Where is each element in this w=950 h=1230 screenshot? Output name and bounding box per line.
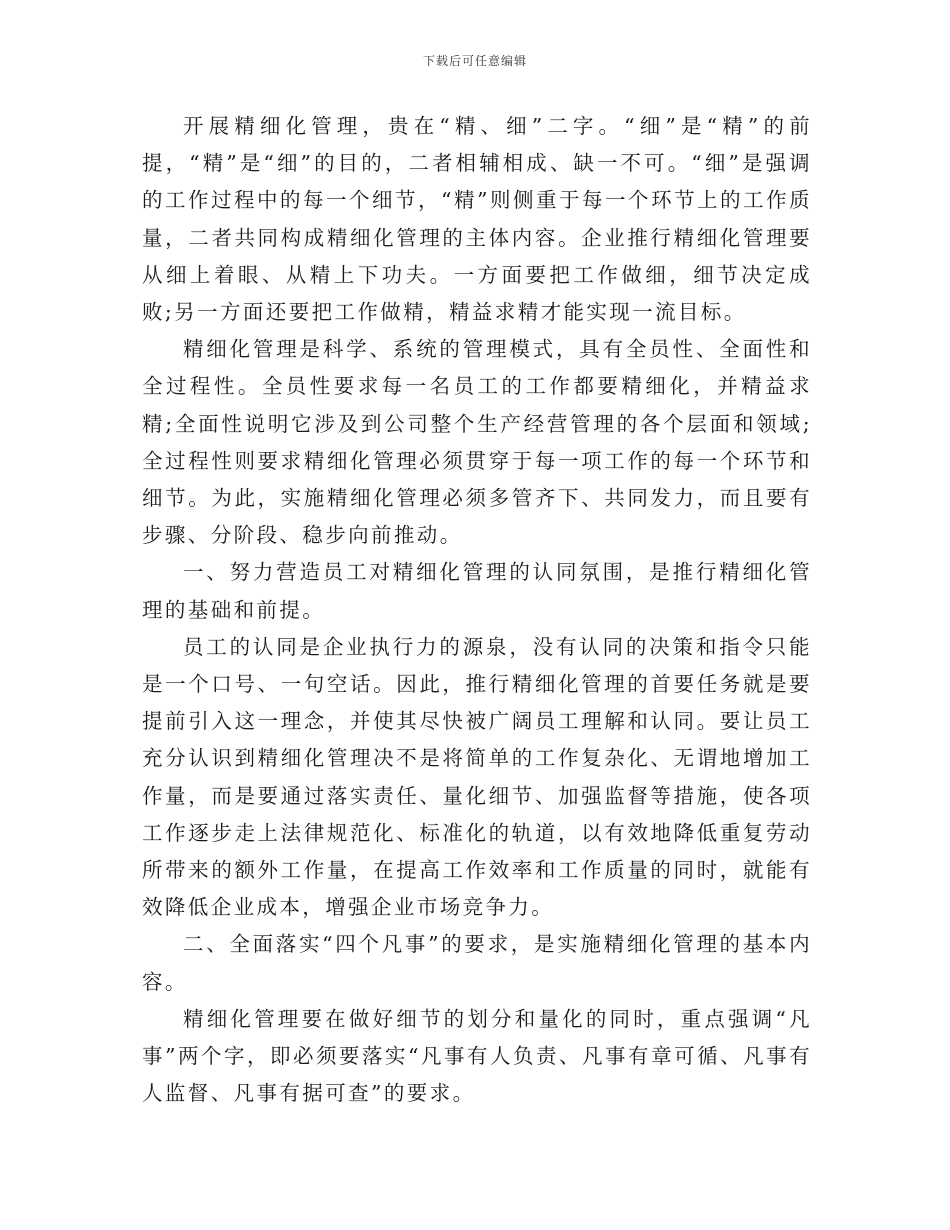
paragraph-1: 开展精细化管理，贵在“精、细”二字。“细”是“精”的前提，“精”是“细”的目的，二者相辅相成、缺一不可。“细”是强调的工作过程中的每一个细节，“精”则侧重于每一个环节上的工作质量，二者共同构成精细化管理的主体内容。企业推行精细化管理要从细上着眼、从精上下功夫。一方面要把工作做细，细节决定成败;另一方面还要把工作做精，精益求精才能实现一流目标。 [142,114,812,325]
section-heading-1: 一、努力营造员工对精细化管理的认同氛围，是推行精细化管理的基础和前提。 [142,560,812,622]
document-body [142,108,812,1112]
page-header-note: 下载后可任意编辑 [422,54,527,68]
paragraph-2: 精细化管理是科学、系统的管理模式，具有全员性、全面性和全过程性。全员性要求每一名员工的工作都要精细化，并精益求精;全面性说明它涉及到公司整个生产经营管理的各个层面和领域;全过程性则要求精细化管理必须贯穿于每一项工作的每一个环节和细节。为此，实施精细化管理必须多管齐下、共同发力，而且要有步骤、分阶段、稳步向前推动。 [142,337,812,548]
paragraph-4: 精细化管理要在做好细节的划分和量化的同时，重点强调“凡事”两个字，即必须要落实“凡事有人负责、凡事有章可循、凡事有人监督、凡事有据可查”的要求。 [142,1006,812,1106]
section-heading-2: 二、全面落实“四个凡事”的要求，是实施精细化管理的基本内容。 [142,932,812,994]
paragraph-3: 员工的认同是企业执行力的源泉，没有认同的决策和指令只能是一个口号、一句空话。因此，推行精细化管理的首要任务就是要提前引入这一理念，并使其尽快被广阔员工理解和认同。要让员工充分认识到精细化管理决不是将简单的工作复杂化、无谓地增加工作量，而是要通过落实责任、量化细节、加强监督等措施，使各项工作逐步走上法律规范化、标准化的轨道，以有效地降低重复劳动所带来的额外工作量，在提高工作效率和工作质量的同时，就能有效降低企业成本，增强企业市场竞争力。 [142,634,812,920]
